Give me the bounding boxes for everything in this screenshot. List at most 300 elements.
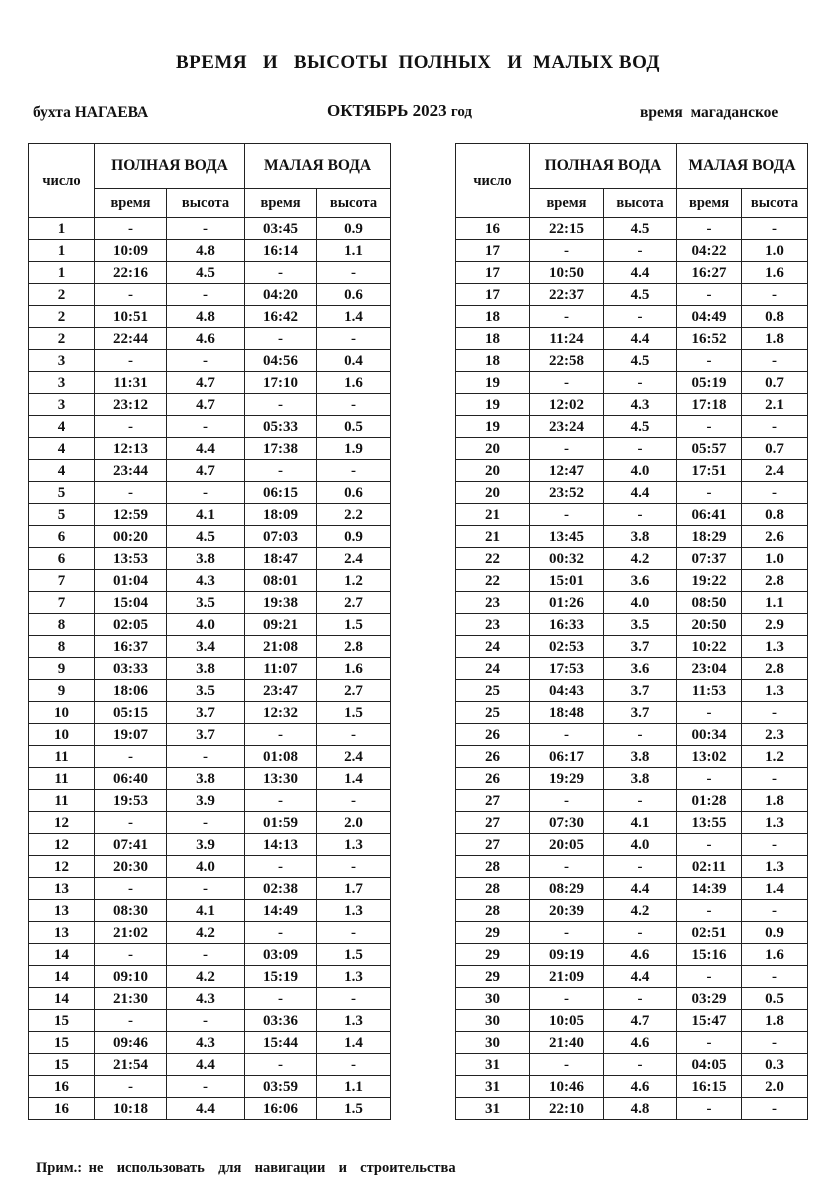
cell-high-time: -	[95, 1010, 167, 1032]
table-row	[456, 878, 808, 900]
cell-low-time: -	[677, 416, 742, 438]
cell-low-time: -	[677, 284, 742, 306]
cell-low-time: 09:21	[245, 614, 317, 636]
cell-number: 7	[29, 592, 95, 614]
cell-high-time: 23:24	[530, 416, 604, 438]
cell-number: 19	[456, 372, 530, 394]
cell-number: 30	[456, 1010, 530, 1032]
cell-high-height: 4.6	[604, 1076, 677, 1098]
cell-low-time: 18:29	[677, 526, 742, 548]
cell-low-time: 16:52	[677, 328, 742, 350]
cell-low-time: 03:45	[245, 218, 317, 240]
cell-high-time: 03:33	[95, 658, 167, 680]
cell-low-time: -	[245, 394, 317, 416]
table-row	[456, 350, 808, 372]
cell-number: 31	[456, 1054, 530, 1076]
cell-high-time: 12:47	[530, 460, 604, 482]
table-row	[456, 966, 808, 988]
table-row	[456, 702, 808, 724]
cell-high-time: -	[95, 878, 167, 900]
cell-number: 31	[456, 1098, 530, 1120]
table-row	[29, 394, 391, 416]
table-row	[456, 372, 808, 394]
cell-low-time: 17:10	[245, 372, 317, 394]
cell-high-time: -	[95, 944, 167, 966]
table-row	[456, 1098, 808, 1120]
cell-low-time: 12:32	[245, 702, 317, 724]
cell-low-height: 2.0	[317, 812, 391, 834]
cell-high-height: 4.7	[167, 460, 245, 482]
table-row	[456, 240, 808, 262]
table-row	[29, 944, 391, 966]
cell-low-time: -	[245, 922, 317, 944]
cell-low-time: 21:08	[245, 636, 317, 658]
cell-high-time: 01:04	[95, 570, 167, 592]
header-high-water: ПОЛНАЯ ВОДА	[95, 144, 245, 189]
cell-high-height: 4.0	[167, 614, 245, 636]
cell-high-height: -	[167, 482, 245, 504]
cell-high-time: 19:29	[530, 768, 604, 790]
cell-number: 28	[456, 856, 530, 878]
cell-low-time: -	[677, 1032, 742, 1054]
cell-high-time: -	[95, 746, 167, 768]
cell-low-time: 08:01	[245, 570, 317, 592]
cell-high-height: 4.4	[604, 262, 677, 284]
cell-low-height: -	[317, 988, 391, 1010]
cell-number: 15	[29, 1032, 95, 1054]
cell-high-height: 4.8	[604, 1098, 677, 1120]
cell-number: 8	[29, 636, 95, 658]
cell-low-height: 2.8	[317, 636, 391, 658]
cell-low-height: 1.3	[742, 636, 808, 658]
table-row	[456, 306, 808, 328]
cell-high-time: 22:10	[530, 1098, 604, 1120]
header-low-water: МАЛАЯ ВОДА	[677, 144, 808, 189]
table-row	[29, 988, 391, 1010]
table-row	[29, 350, 391, 372]
cell-low-time: 19:22	[677, 570, 742, 592]
cell-low-height: 1.3	[742, 680, 808, 702]
cell-low-height: -	[742, 482, 808, 504]
cell-high-height: -	[167, 350, 245, 372]
month-label	[327, 101, 472, 121]
cell-high-time: 00:20	[95, 526, 167, 548]
cell-high-time: 01:26	[530, 592, 604, 614]
header-low-time: время	[677, 189, 742, 218]
cell-high-time: 15:01	[530, 570, 604, 592]
cell-low-time: 07:37	[677, 548, 742, 570]
table-row	[29, 878, 391, 900]
cell-number: 1	[29, 218, 95, 240]
cell-low-height: -	[742, 702, 808, 724]
table-row	[456, 680, 808, 702]
cell-high-height: 4.4	[167, 1098, 245, 1120]
cell-low-height: 2.7	[317, 680, 391, 702]
cell-high-height: 3.6	[604, 658, 677, 680]
cell-low-height: 0.6	[317, 284, 391, 306]
cell-low-time: 01:28	[677, 790, 742, 812]
cell-number: 22	[456, 570, 530, 592]
cell-number: 21	[456, 504, 530, 526]
cell-high-time: -	[530, 306, 604, 328]
cell-low-height: -	[317, 262, 391, 284]
table-row	[456, 812, 808, 834]
cell-number: 30	[456, 1032, 530, 1054]
table-row	[29, 262, 391, 284]
cell-low-time: -	[245, 1054, 317, 1076]
cell-number: 4	[29, 460, 95, 482]
cell-number: 31	[456, 1076, 530, 1098]
cell-high-time: 06:17	[530, 746, 604, 768]
table-row	[456, 1054, 808, 1076]
cell-low-height: 1.1	[317, 1076, 391, 1098]
cell-high-height: -	[167, 944, 245, 966]
header-low-time: время	[245, 189, 317, 218]
cell-low-time: 13:02	[677, 746, 742, 768]
cell-low-height: 1.2	[317, 570, 391, 592]
cell-number: 18	[456, 306, 530, 328]
cell-high-time: 22:16	[95, 262, 167, 284]
cell-high-height: -	[167, 746, 245, 768]
table-row	[29, 328, 391, 350]
tide-rows-left	[29, 218, 391, 1120]
year-suffix: год	[450, 104, 472, 120]
cell-high-height: 3.8	[604, 526, 677, 548]
table-row	[29, 1010, 391, 1032]
cell-number: 9	[29, 680, 95, 702]
cell-high-time: 18:06	[95, 680, 167, 702]
cell-low-time: 03:36	[245, 1010, 317, 1032]
cell-high-time: -	[530, 856, 604, 878]
header-high-height: высота	[604, 189, 677, 218]
cell-low-height: 2.4	[742, 460, 808, 482]
cell-number: 21	[456, 526, 530, 548]
cell-low-height: 1.6	[317, 372, 391, 394]
cell-low-height: -	[317, 856, 391, 878]
table-row	[29, 240, 391, 262]
cell-low-time: 01:59	[245, 812, 317, 834]
cell-number: 18	[456, 350, 530, 372]
cell-low-height: 0.5	[317, 416, 391, 438]
table-row	[456, 1032, 808, 1054]
table-row	[29, 526, 391, 548]
cell-high-height: 3.8	[167, 768, 245, 790]
cell-high-height: 4.7	[604, 1010, 677, 1032]
cell-low-height: 0.9	[317, 218, 391, 240]
cell-high-height: 4.5	[604, 218, 677, 240]
cell-low-height: -	[742, 834, 808, 856]
cell-high-time: 11:31	[95, 372, 167, 394]
cell-low-height: -	[317, 394, 391, 416]
cell-low-time: 05:57	[677, 438, 742, 460]
cell-low-time: -	[677, 1098, 742, 1120]
cell-high-height: -	[604, 922, 677, 944]
cell-low-height: -	[742, 900, 808, 922]
table-row	[29, 966, 391, 988]
cell-number: 17	[456, 284, 530, 306]
cell-high-height: -	[604, 790, 677, 812]
cell-number: 8	[29, 614, 95, 636]
cell-high-time: 08:30	[95, 900, 167, 922]
cell-low-time: 15:19	[245, 966, 317, 988]
cell-high-height: -	[167, 812, 245, 834]
cell-number: 1	[29, 262, 95, 284]
cell-number: 15	[29, 1010, 95, 1032]
cell-number: 11	[29, 790, 95, 812]
cell-low-time: 06:15	[245, 482, 317, 504]
cell-high-height: 4.1	[604, 812, 677, 834]
tide-table-left	[28, 143, 391, 1120]
cell-high-time: -	[530, 1054, 604, 1076]
table-row	[29, 570, 391, 592]
cell-low-height: -	[742, 350, 808, 372]
table-row	[29, 900, 391, 922]
cell-high-time: 22:44	[95, 328, 167, 350]
cell-high-height: 3.7	[167, 724, 245, 746]
cell-high-time: 16:37	[95, 636, 167, 658]
cell-low-time: 11:07	[245, 658, 317, 680]
cell-low-height: 2.0	[742, 1076, 808, 1098]
cell-high-height: 3.7	[167, 702, 245, 724]
cell-number: 11	[29, 746, 95, 768]
cell-low-time: 02:38	[245, 878, 317, 900]
cell-low-height: -	[317, 328, 391, 350]
cell-number: 29	[456, 966, 530, 988]
table-row	[456, 482, 808, 504]
table-row	[29, 812, 391, 834]
cell-number: 28	[456, 878, 530, 900]
cell-low-height: 1.3	[742, 812, 808, 834]
cell-high-height: 3.6	[604, 570, 677, 592]
tide-table-right	[455, 143, 808, 1120]
cell-low-time: 04:49	[677, 306, 742, 328]
table-row	[29, 658, 391, 680]
cell-number: 17	[456, 240, 530, 262]
table-row	[29, 284, 391, 306]
cell-low-time: 04:22	[677, 240, 742, 262]
cell-high-height: 4.4	[604, 482, 677, 504]
table-row	[29, 438, 391, 460]
table-row	[29, 1076, 391, 1098]
cell-low-height: 1.6	[317, 658, 391, 680]
cell-low-time: -	[677, 702, 742, 724]
cell-high-time: 02:05	[95, 614, 167, 636]
cell-high-height: -	[167, 284, 245, 306]
cell-high-height: -	[604, 988, 677, 1010]
cell-low-height: 2.9	[742, 614, 808, 636]
cell-number: 26	[456, 746, 530, 768]
cell-high-height: 3.8	[167, 658, 245, 680]
table-row	[29, 1098, 391, 1120]
month-text: ОКТЯБРЬ 2023	[327, 101, 447, 120]
cell-low-time: 06:41	[677, 504, 742, 526]
cell-low-time: 15:44	[245, 1032, 317, 1054]
cell-number: 25	[456, 702, 530, 724]
cell-low-time: 23:04	[677, 658, 742, 680]
cell-low-height: -	[317, 790, 391, 812]
cell-low-time: -	[677, 218, 742, 240]
cell-high-time: -	[95, 1076, 167, 1098]
cell-high-time: 10:46	[530, 1076, 604, 1098]
cell-high-time: 12:13	[95, 438, 167, 460]
cell-low-time: 03:29	[677, 988, 742, 1010]
table-row	[29, 702, 391, 724]
cell-high-time: -	[95, 416, 167, 438]
cell-low-time: 16:15	[677, 1076, 742, 1098]
cell-number: 3	[29, 372, 95, 394]
table-row	[456, 768, 808, 790]
cell-number: 10	[29, 702, 95, 724]
cell-number: 3	[29, 350, 95, 372]
cell-high-height: 4.5	[167, 262, 245, 284]
cell-number: 17	[456, 262, 530, 284]
cell-high-time: 20:39	[530, 900, 604, 922]
cell-high-time: -	[95, 350, 167, 372]
cell-low-height: 1.8	[742, 328, 808, 350]
cell-number: 20	[456, 460, 530, 482]
cell-high-height: 3.8	[167, 548, 245, 570]
cell-high-height: 4.8	[167, 240, 245, 262]
cell-high-height: 4.5	[604, 350, 677, 372]
table-row	[456, 394, 808, 416]
cell-low-time: 20:50	[677, 614, 742, 636]
cell-high-height: 3.8	[604, 768, 677, 790]
cell-low-time: 18:09	[245, 504, 317, 526]
cell-number: 28	[456, 900, 530, 922]
cell-high-height: 4.2	[167, 966, 245, 988]
cell-number: 13	[29, 878, 95, 900]
cell-high-height: 4.4	[604, 878, 677, 900]
cell-low-height: 0.9	[742, 922, 808, 944]
cell-low-height: 1.5	[317, 1098, 391, 1120]
cell-low-height: 1.4	[317, 1032, 391, 1054]
cell-high-time: 07:30	[530, 812, 604, 834]
cell-number: 20	[456, 438, 530, 460]
cell-low-height: -	[742, 768, 808, 790]
cell-low-height: -	[742, 284, 808, 306]
cell-low-time: 02:11	[677, 856, 742, 878]
cell-high-height: 3.5	[167, 680, 245, 702]
cell-high-height: 4.3	[167, 1032, 245, 1054]
table-row	[29, 922, 391, 944]
cell-low-time: 10:22	[677, 636, 742, 658]
table-row	[29, 592, 391, 614]
cell-high-time: 13:53	[95, 548, 167, 570]
table-row	[29, 482, 391, 504]
cell-low-height: 1.5	[317, 614, 391, 636]
cell-low-height: 1.1	[742, 592, 808, 614]
cell-high-time: 13:45	[530, 526, 604, 548]
location-label: бухта НАГАЕВА	[33, 104, 149, 121]
table-row	[29, 614, 391, 636]
cell-high-time: 21:09	[530, 966, 604, 988]
table-row	[29, 834, 391, 856]
cell-low-height: 1.8	[742, 790, 808, 812]
cell-low-height: 2.8	[742, 570, 808, 592]
cell-high-time: 20:30	[95, 856, 167, 878]
cell-number: 26	[456, 724, 530, 746]
tide-rows-right	[456, 218, 808, 1120]
cell-number: 11	[29, 768, 95, 790]
cell-low-time: 16:06	[245, 1098, 317, 1120]
cell-low-height: 0.5	[742, 988, 808, 1010]
cell-low-height: 0.8	[742, 306, 808, 328]
cell-low-height: 0.4	[317, 350, 391, 372]
cell-high-height: 4.0	[604, 460, 677, 482]
cell-number: 20	[456, 482, 530, 504]
cell-low-time: -	[245, 328, 317, 350]
cell-high-time: 19:53	[95, 790, 167, 812]
cell-high-time: 19:07	[95, 724, 167, 746]
cell-high-height: 4.3	[167, 570, 245, 592]
table-row	[456, 614, 808, 636]
cell-high-height: 4.1	[167, 504, 245, 526]
cell-number: 7	[29, 570, 95, 592]
cell-high-time: 09:10	[95, 966, 167, 988]
header-number: число	[29, 144, 95, 218]
cell-high-time: 18:48	[530, 702, 604, 724]
cell-number: 12	[29, 856, 95, 878]
cell-low-time: 13:30	[245, 768, 317, 790]
header-low-height: высота	[317, 189, 391, 218]
cell-low-height: 1.1	[317, 240, 391, 262]
table-row	[456, 526, 808, 548]
cell-low-height: 1.3	[742, 856, 808, 878]
cell-low-height: -	[742, 218, 808, 240]
cell-high-time: 09:19	[530, 944, 604, 966]
cell-high-time: -	[95, 482, 167, 504]
cell-low-time: 04:56	[245, 350, 317, 372]
cell-high-time: -	[95, 218, 167, 240]
cell-high-time: 16:33	[530, 614, 604, 636]
cell-low-time: 16:27	[677, 262, 742, 284]
cell-low-height: -	[317, 724, 391, 746]
cell-high-height: 4.0	[604, 592, 677, 614]
cell-high-height: 4.0	[167, 856, 245, 878]
cell-low-time: 03:09	[245, 944, 317, 966]
table-row	[456, 834, 808, 856]
cell-low-time: 13:55	[677, 812, 742, 834]
cell-high-height: 4.6	[604, 944, 677, 966]
cell-number: 23	[456, 592, 530, 614]
cell-high-time: 21:40	[530, 1032, 604, 1054]
page-title: ВРЕМЯ И ВЫСОТЫ ПОЛНЫХ И МАЛЫХ ВОД	[175, 52, 660, 73]
cell-low-height: 1.4	[317, 768, 391, 790]
cell-number: 29	[456, 922, 530, 944]
cell-number: 19	[456, 394, 530, 416]
cell-high-time: 05:15	[95, 702, 167, 724]
cell-high-height: -	[604, 724, 677, 746]
cell-low-height: -	[742, 966, 808, 988]
cell-low-time: -	[245, 988, 317, 1010]
cell-high-height: -	[167, 1010, 245, 1032]
cell-low-time: -	[677, 350, 742, 372]
cell-high-height: -	[604, 306, 677, 328]
cell-high-time: -	[530, 240, 604, 262]
table-row	[456, 1076, 808, 1098]
table-row	[29, 636, 391, 658]
table-row	[456, 548, 808, 570]
cell-high-time: 23:44	[95, 460, 167, 482]
cell-high-height: 4.8	[167, 306, 245, 328]
cell-high-height: 4.4	[604, 328, 677, 350]
cell-high-height: 4.3	[167, 988, 245, 1010]
cell-high-height: 4.4	[167, 1054, 245, 1076]
table-row	[456, 262, 808, 284]
table-row	[29, 504, 391, 526]
cell-low-height: 2.4	[317, 548, 391, 570]
cell-high-time: 12:59	[95, 504, 167, 526]
